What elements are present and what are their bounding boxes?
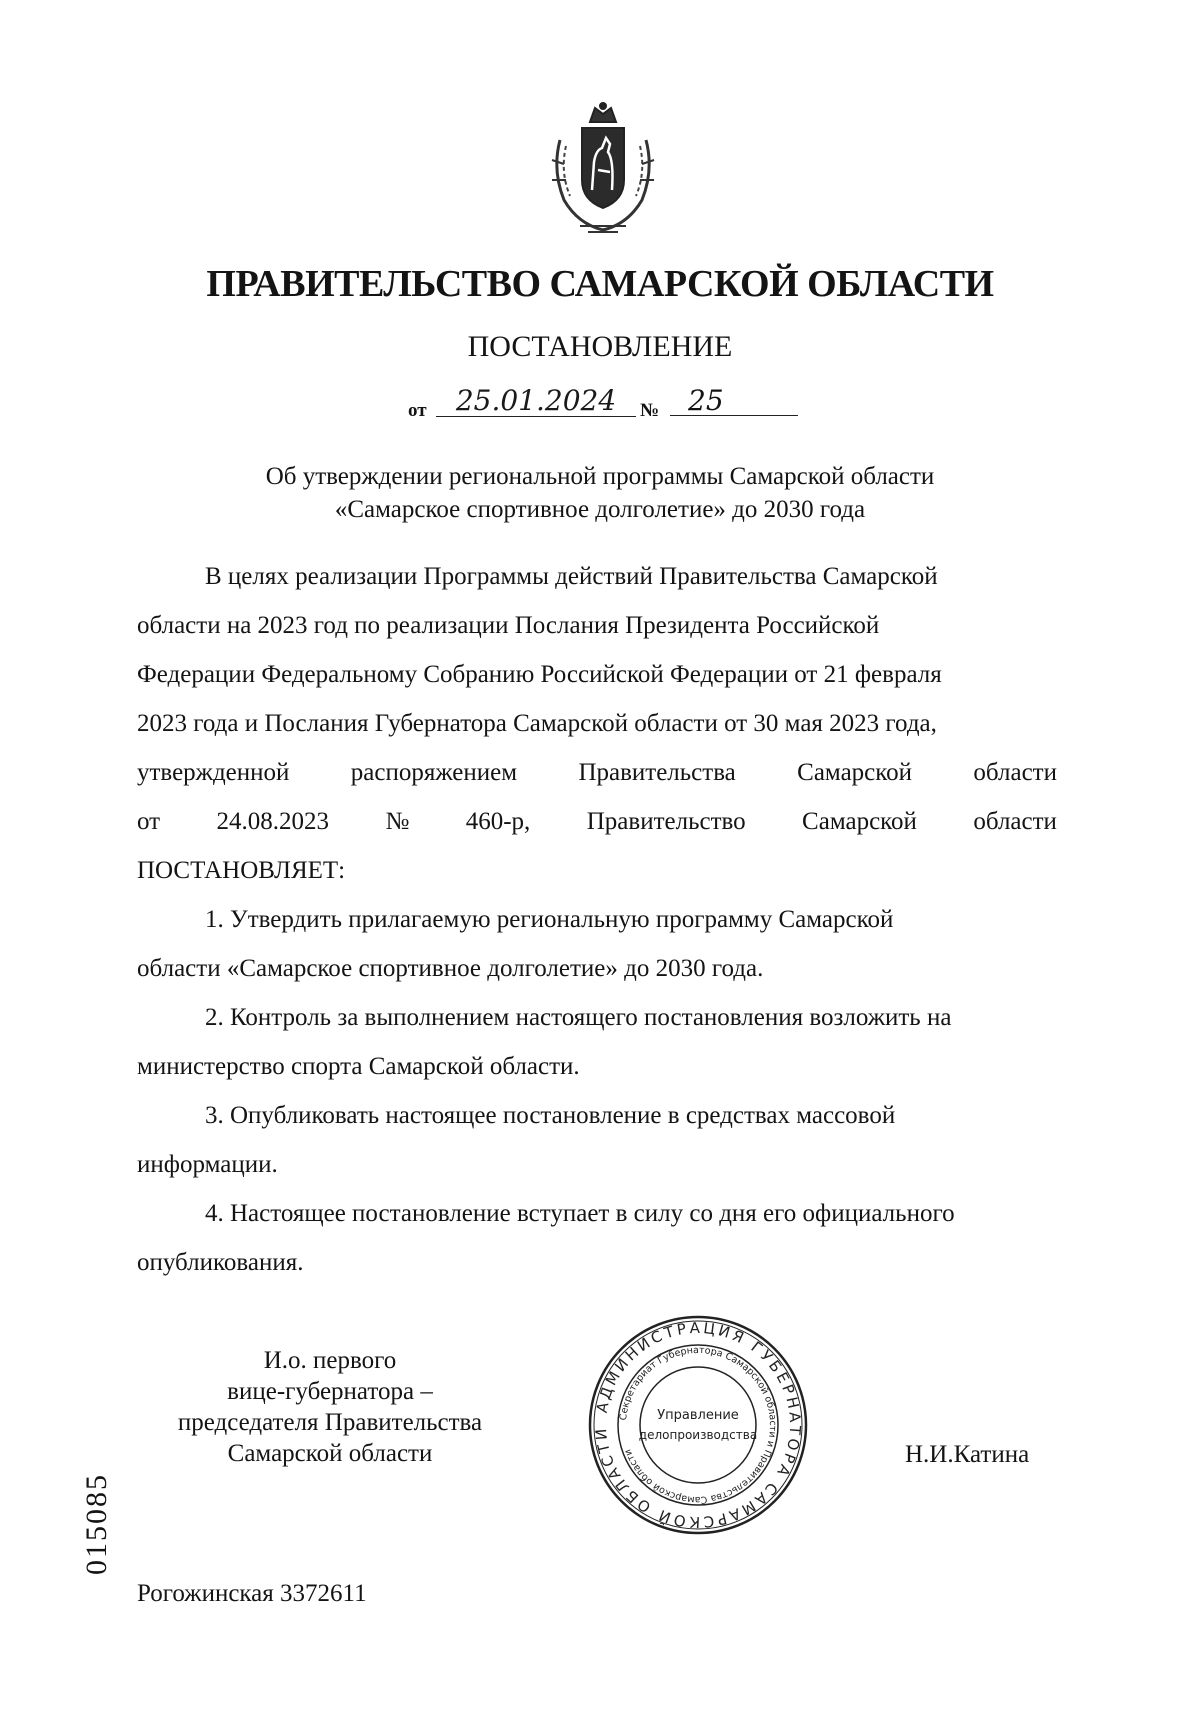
word: Самарской bbox=[797, 759, 913, 786]
text-line bbox=[137, 1238, 1057, 1287]
text-line-content: области «Самарское спортивное долголетие» до 2030 года. bbox=[137, 955, 764, 982]
clause-item bbox=[137, 895, 1057, 993]
text-line bbox=[137, 993, 1057, 1042]
document-number: 25 bbox=[670, 386, 798, 416]
clause-item bbox=[137, 1091, 1057, 1189]
text-line-content: опубликования. bbox=[137, 1249, 304, 1276]
word: области bbox=[973, 759, 1057, 786]
executor-info: Рогожинская 3372611 bbox=[137, 1580, 367, 1607]
word: от bbox=[137, 808, 161, 835]
stamp-ring-text: Секретариат Губернатора Самарской области и Правительства Самарской области bbox=[618, 1344, 779, 1506]
title-line: вице-губернатора – bbox=[227, 1378, 433, 1405]
document-subject bbox=[0, 460, 1200, 526]
clause-item bbox=[137, 993, 1057, 1091]
word: распоряжением bbox=[350, 759, 518, 786]
word: 24.08.2023 bbox=[216, 808, 330, 835]
text-line bbox=[137, 846, 1057, 895]
text-line-content: области на 2023 год по реализации Послания Президента Российской bbox=[137, 612, 880, 639]
text-line bbox=[137, 699, 1057, 748]
date-number-line bbox=[408, 386, 798, 426]
text-line bbox=[137, 552, 1057, 601]
stamp-center-line: делопроизводства bbox=[638, 1428, 758, 1442]
text-line-justified bbox=[137, 748, 1057, 797]
word: Правительство bbox=[586, 808, 746, 835]
text-line-content: Федерации Федеральному Собранию Российской Федерации от 21 февраля bbox=[137, 661, 942, 688]
office-stamp bbox=[586, 1313, 810, 1537]
stamp-outer-text: АДМИНИСТРАЦИЯ ГУБЕРНАТОРА САМАРСКОЙ ОБЛАСТИ bbox=[591, 1318, 805, 1532]
text-line-content: 3. Опубликовать настоящее постановление в средствах массовой bbox=[205, 1102, 896, 1129]
title-line: председателя Правительства bbox=[177, 1409, 483, 1436]
word: Самарской bbox=[802, 808, 917, 835]
text-line-content: В целях реализации Программы действий Правительства Самарской bbox=[205, 563, 938, 590]
text-line bbox=[137, 944, 1057, 993]
text-line-content: 4. Настоящее постановление вступает в силу со дня его официального bbox=[205, 1200, 955, 1227]
subject-line: «Самарское спортивное долголетие» до 2030 года bbox=[334, 496, 866, 523]
text-line bbox=[137, 1140, 1057, 1189]
text-line bbox=[137, 895, 1057, 944]
document-date: 25.01.2024 bbox=[436, 386, 636, 417]
document-body bbox=[137, 552, 1057, 1287]
resolves-label: ПОСТАНОВЛЯЕТ: bbox=[137, 857, 346, 884]
subject-line: Об утверждении региональной программы Самарской области bbox=[265, 463, 935, 490]
text-line bbox=[137, 601, 1057, 650]
number-label: № bbox=[640, 400, 660, 421]
svg-text:Секретариат Губернатора Самарс bbox=[618, 1345, 778, 1505]
word: 460-р, bbox=[465, 808, 531, 835]
organization-title: ПРАВИТЕЛЬСТВО САМАРСКОЙ ОБЛАСТИ bbox=[206, 263, 994, 305]
registration-number: 015085 bbox=[80, 1473, 113, 1575]
date-prefix: от bbox=[408, 400, 427, 421]
signatory-title bbox=[150, 1345, 510, 1469]
text-line bbox=[137, 1189, 1057, 1238]
text-line-justified bbox=[137, 797, 1057, 846]
word: области bbox=[973, 808, 1057, 835]
signatory-name: Н.И.Катина bbox=[905, 1441, 1030, 1468]
word: № bbox=[385, 808, 410, 835]
word: Правительства bbox=[578, 759, 736, 786]
text-line-content: 1. Утвердить прилагаемую региональную программу Самарской bbox=[205, 906, 894, 933]
clause-item bbox=[137, 1189, 1057, 1287]
text-line-content: 2023 года и Послания Губернатора Самарской области от 30 мая 2023 года, bbox=[137, 710, 937, 737]
document-type: ПОСТАНОВЛЕНИЕ bbox=[467, 330, 733, 363]
text-line-content: информации. bbox=[137, 1151, 278, 1178]
stamp-center-line: Управление bbox=[657, 1408, 739, 1423]
text-line bbox=[137, 1091, 1057, 1140]
text-line bbox=[137, 1042, 1057, 1091]
text-line-content: министерство спорта Самарской области. bbox=[137, 1053, 580, 1080]
text-line bbox=[137, 650, 1057, 699]
text-line-content: 2. Контроль за выполнением настоящего постановления возложить на bbox=[205, 1004, 952, 1031]
title-line: И.о. первого bbox=[263, 1347, 397, 1374]
coat-of-arms-icon bbox=[540, 100, 666, 238]
word: утвержденной bbox=[137, 759, 290, 786]
title-line: Самарской области bbox=[227, 1440, 433, 1467]
